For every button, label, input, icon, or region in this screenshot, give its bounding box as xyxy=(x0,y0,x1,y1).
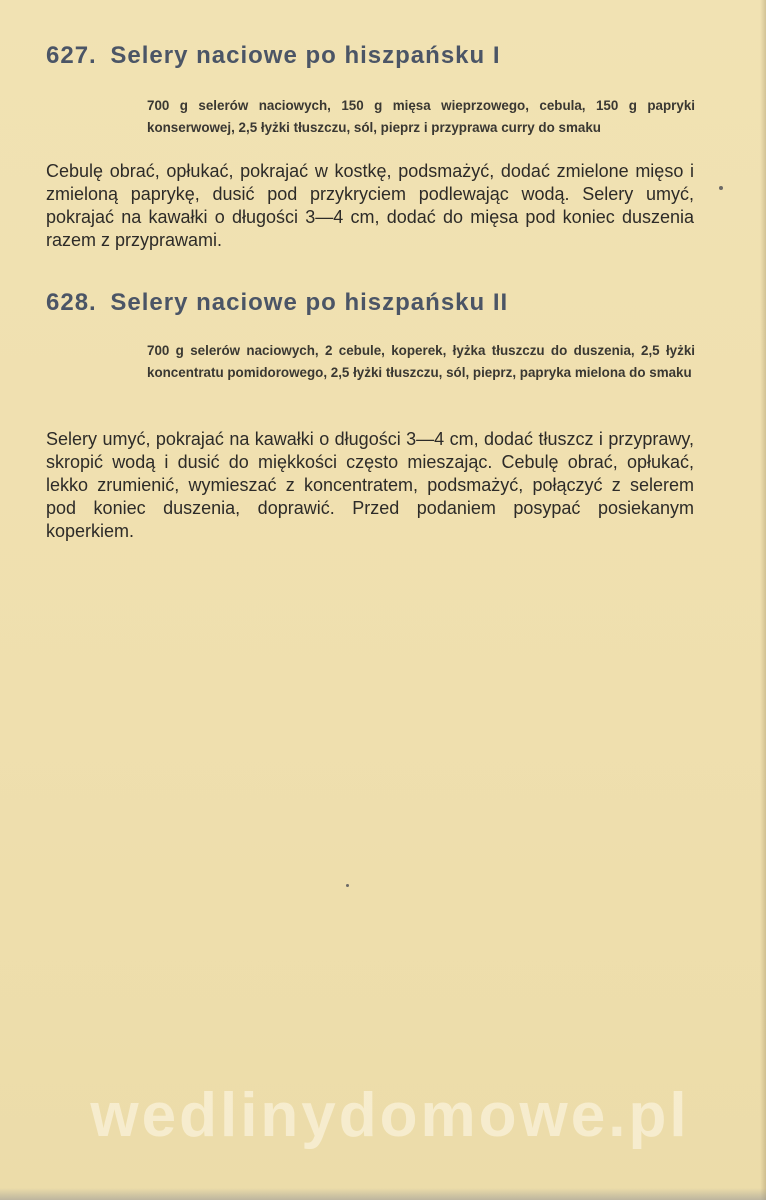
page-edge-shadow xyxy=(760,0,766,1200)
recipe-628-instructions: Selery umyć, pokrajać na kawałki o długości 3—4 cm, dodać tłuszcz i przyprawy, skropić wodą i dusić do miękkości często mieszając. Cebulę obrać, opłukać, lekko zrumienić, wymieszać z koncentratem, podsmażyć, połączyć z selerem pod koniec duszenia, doprawić. Przed podaniem posypać posiekanym koperkiem. xyxy=(46,429,694,541)
watermark: wedlinydomowe.pl xyxy=(90,1081,690,1150)
recipe-627-heading xyxy=(46,42,501,70)
recipe-628-number: 628. xyxy=(46,289,97,316)
paper-speck xyxy=(346,884,349,887)
recipe-627-number: 627. xyxy=(46,42,97,69)
recipe-628-title: Selery naciowe po hiszpańsku II xyxy=(110,289,509,316)
recipe-628-ingredients: 700 g selerów naciowych, 2 cebule, koperek, łyżka tłuszczu do duszenia, 2,5 łyżki koncentratu pomidorowego, 2,5 łyżki tłuszczu, sól, pieprz, papryka mielona do smaku xyxy=(147,343,695,380)
page-bottom-edge xyxy=(0,1188,766,1200)
recipe-628-heading xyxy=(46,289,508,317)
recipe-627-ingredients: 700 g selerów naciowych, 150 g mięsa wieprzowego, cebula, 150 g papryki konserwowej, 2,5 łyżki tłuszczu, sól, pieprz i przyprawa curry do smaku xyxy=(147,98,695,135)
recipe-627-instructions: Cebulę obrać, opłukać, pokrajać w kostkę, podsmażyć, dodać zmielone mięso i zmieloną paprykę, dusić pod przykryciem podlewając wodą. Selery umyć, pokrajać na kawałki o długości 3—4 cm, dodać do mięsa pod koniec duszenia razem z przyprawami. xyxy=(46,161,694,250)
paper-speck xyxy=(719,186,723,190)
recipe-627-title: Selery naciowe po hiszpańsku I xyxy=(110,42,501,69)
